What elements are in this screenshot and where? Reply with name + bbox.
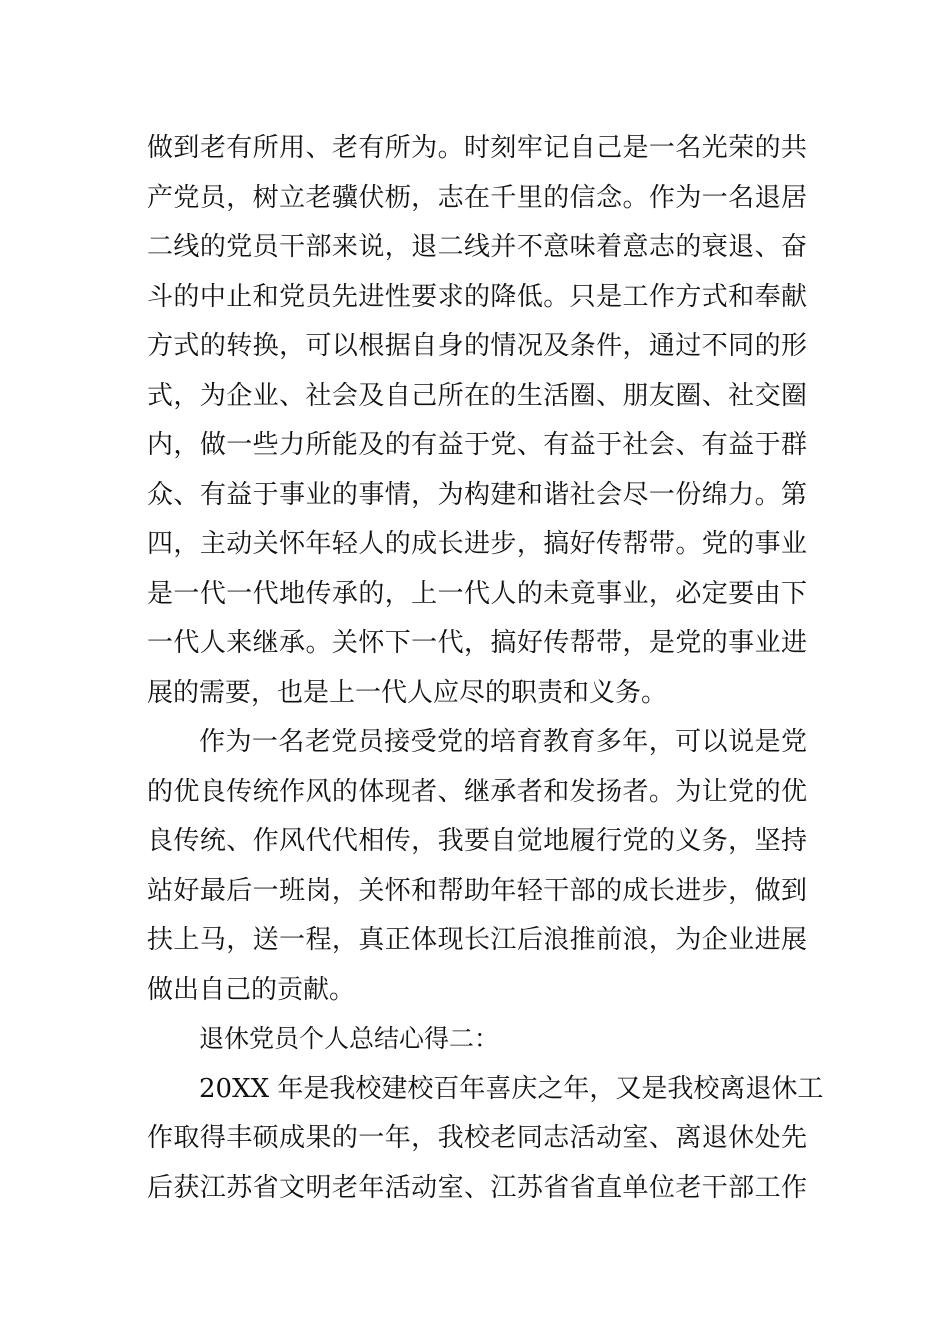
text-line: 站好最后一班岗，关怀和帮助年轻干部的成长进步，做到	[147, 876, 807, 906]
text-line: 扶上马，送一程，真正体现长江后浪推前浪，为企业进展	[147, 925, 807, 955]
text-line: 二线的党员干部来说，退二线并不意味着意志的衰退、奋	[147, 232, 807, 262]
text-line: 做到老有所用、老有所为。时刻牢记自己是一名光荣的共	[147, 133, 807, 163]
text-line: 众、有益于事业的事情，为构建和谐社会尽一份绵力。第	[147, 480, 807, 510]
text-line: 一代人来继承。关怀下一代，搞好传帮带，是党的事业进	[147, 628, 807, 658]
text-line: 作为一名老党员接受党的培育教育多年，可以说是党	[199, 727, 807, 757]
text-line: 后获江苏省文明老年活动室、江苏省省直单位老干部工作	[147, 1173, 807, 1203]
text-line: 四，主动关怀年轻人的成长进步，搞好传帮带。党的事业	[147, 529, 807, 559]
text-line: 产党员，树立老骥伏枥，志在千里的信念。作为一名退居	[147, 183, 807, 213]
text-line: 作取得丰硕成果的一年，我校老同志活动室、离退休处先	[147, 1123, 807, 1153]
section-heading: 退休党员个人总结心得二：	[199, 1024, 500, 1053]
text-line: 是一代一代地传承的，上一代人的未竟事业，必定要由下	[147, 579, 807, 609]
text-line: 内，做一些力所能及的有益于党、有益于社会、有益于群	[147, 430, 807, 460]
text-line: 做出自己的贡献。	[147, 975, 356, 1005]
text-line: 展的需要，也是上一代人应尽的职责和义务。	[147, 678, 668, 708]
text-line: 式，为企业、社会及自己所在的生活圈、朋友圈、社交圈	[147, 381, 807, 411]
text-line: 的优良传统作风的体现者、继承者和发扬者。为让党的优	[147, 777, 807, 807]
text-line: 20XX 年是我校建校百年喜庆之年，又是我校离退休工	[199, 1074, 824, 1104]
text-line: 良传统、作风代代相传，我要自觉地履行党的义务，坚持	[147, 826, 807, 856]
text-line: 斗的中止和党员先进性要求的降低。只是工作方式和奉献	[147, 282, 807, 312]
text-line: 方式的转换，可以根据自身的情况及条件，通过不同的形	[147, 331, 807, 361]
